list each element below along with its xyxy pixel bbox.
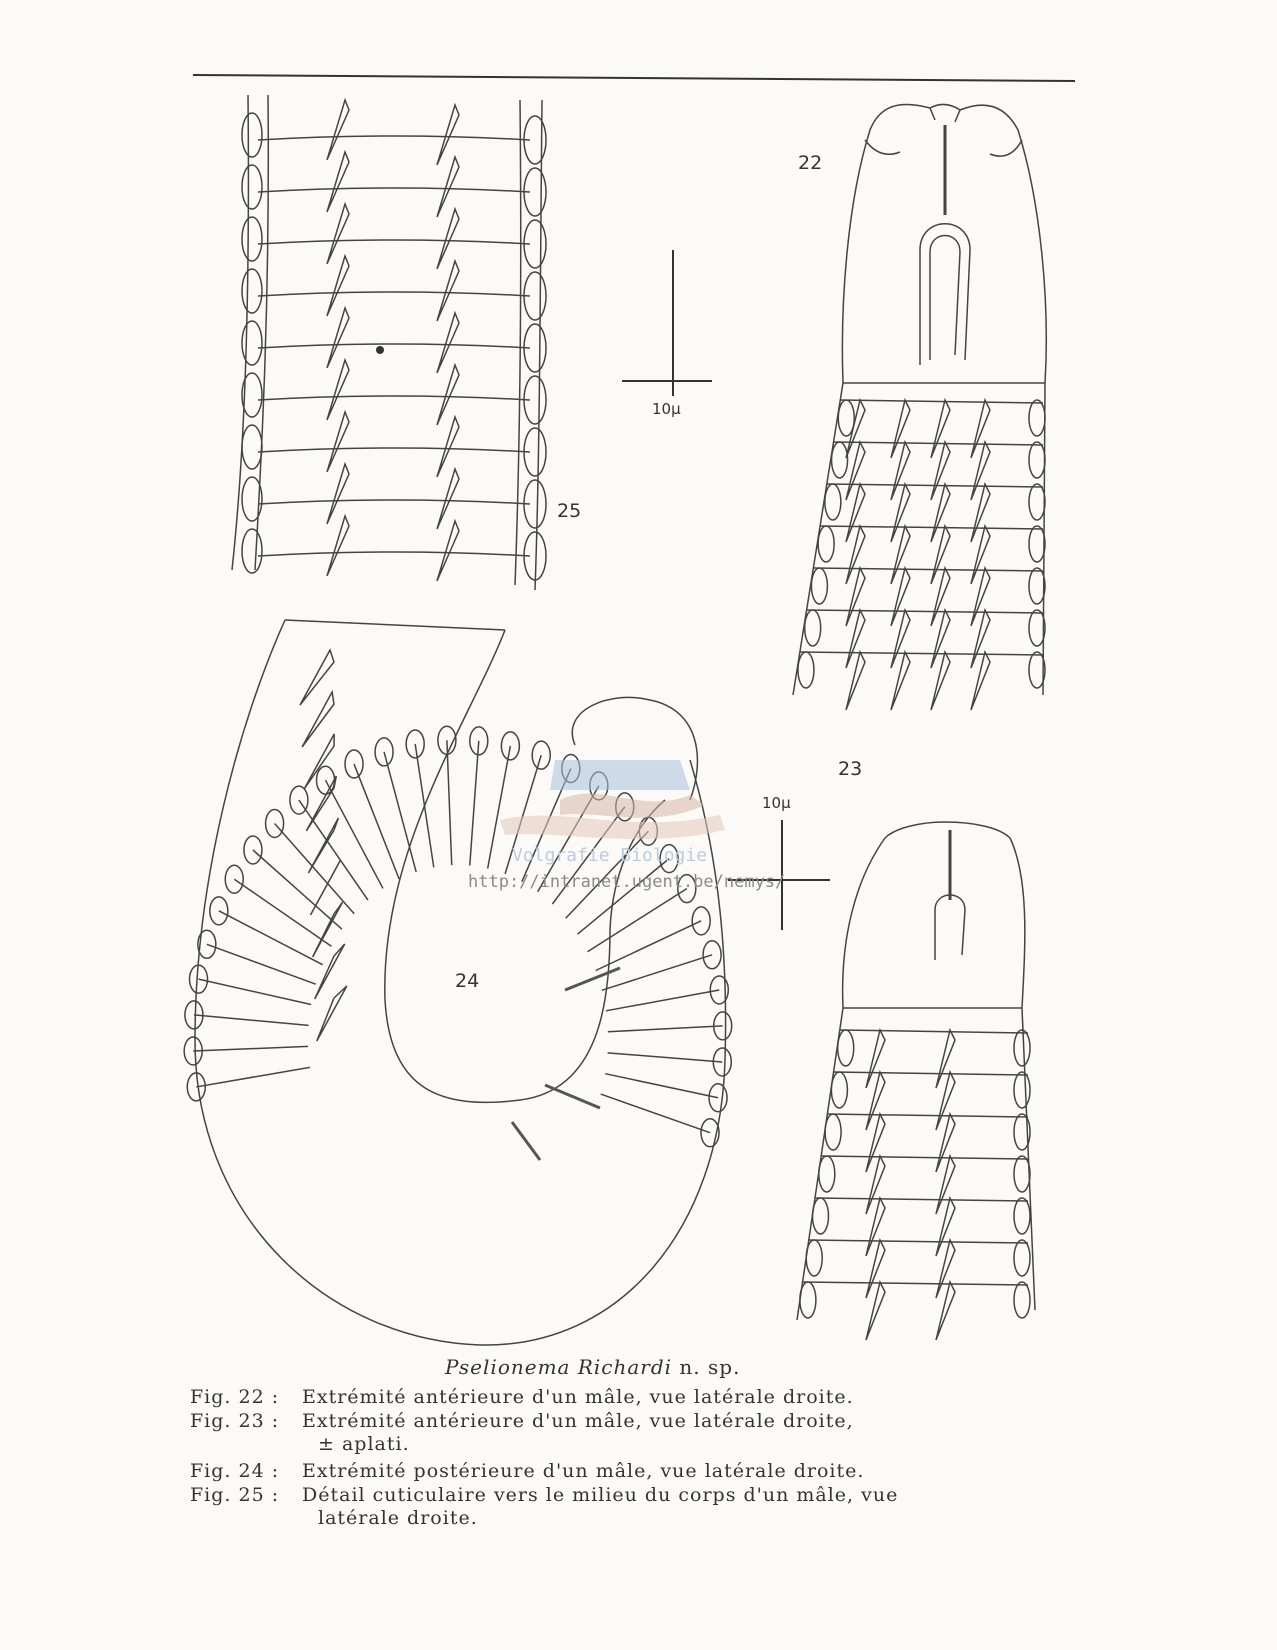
- caption-fig-number: Fig. 25 :: [190, 1484, 280, 1506]
- scale-label-lower: 10μ: [762, 794, 791, 812]
- caption-fig-number: Fig. 24 :: [190, 1460, 280, 1482]
- top-rule: [193, 75, 1075, 81]
- fig25-drawing: [232, 95, 546, 590]
- fig22-drawing: [793, 104, 1046, 710]
- caption-fig25-continuation: latérale droite.: [318, 1507, 478, 1529]
- scale-bar-upper: [622, 250, 712, 396]
- fig23-drawing: [797, 822, 1035, 1340]
- fig25-label: 25: [557, 500, 582, 522]
- caption-line-fig24: [190, 1459, 864, 1483]
- caption-text: Extrémité antérieure d'un mâle, vue latérale droite.: [302, 1386, 854, 1408]
- caption-fig-number: Fig. 23 :: [190, 1410, 280, 1432]
- fig24-label: 24: [455, 970, 480, 992]
- species-italic: Pselionema Richardi: [445, 1355, 673, 1379]
- caption-fig23-continuation: ± aplati.: [318, 1433, 410, 1455]
- fig22-label: 22: [798, 152, 823, 174]
- caption-line-fig23: [190, 1409, 854, 1433]
- watermark-url: http://intranet.ugent.be/nemys/: [468, 872, 786, 892]
- fig24-copulatory-setae: [512, 968, 620, 1160]
- caption-line-fig25: [190, 1483, 898, 1507]
- caption-line-fig22: [190, 1385, 854, 1409]
- watermark-logo: [500, 760, 725, 839]
- scale-label-upper: 10μ: [652, 400, 681, 418]
- caption-text: Extrémité antérieure d'un mâle, vue latérale droite,: [302, 1410, 854, 1432]
- caption-text: Extrémité postérieure d'un mâle, vue latérale droite.: [302, 1460, 865, 1482]
- species-name: [445, 1355, 740, 1379]
- watermark-site: Volgrafie Biologie: [512, 845, 708, 866]
- species-suffix: n. sp.: [679, 1355, 741, 1379]
- caption-text: Détail cuticulaire vers le milieu du corps d'un mâle, vue: [302, 1484, 899, 1506]
- caption-fig-number: Fig. 22 :: [190, 1386, 280, 1408]
- fig23-label: 23: [838, 758, 863, 780]
